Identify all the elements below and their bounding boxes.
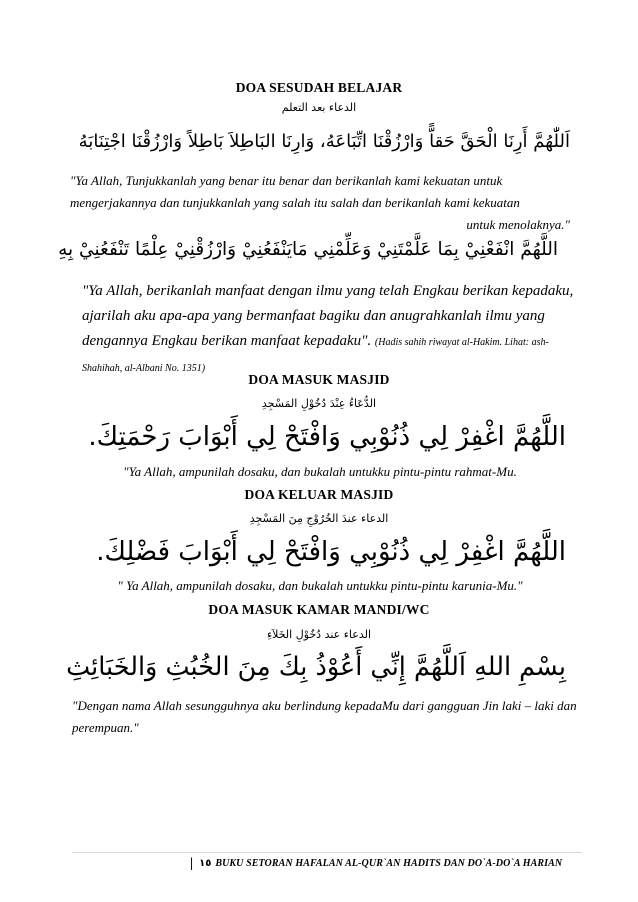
- page-footer: [190, 856, 562, 872]
- section-title-doa-masuk-masjid: DOA MASUK MASJID: [248, 372, 390, 387]
- section-title-doa-masuk-kamar-mandi: DOA MASUK KAMAR MANDI/WC: [208, 602, 430, 617]
- page-number: ١٥: [199, 858, 212, 869]
- translation-end: untuk menolaknya.": [466, 217, 570, 232]
- translation: [82, 279, 588, 381]
- arabic-subtitle: الدُّعَاءُ عِنْدَ دُخُوْلِ المَسْجِدِ: [261, 397, 377, 410]
- footer-separator: |: [190, 856, 194, 871]
- arabic-prayer: اَللّٰهُمَّ أَرِنَا الْحَقَّ حَقاًّ وَارْزُقْنَا اتِّبَاعَهُ، وَارِنَا البَاطِلاَ بَاطِلاً وَارْزُقْنَا اجْتِنَابَهُ: [78, 131, 570, 152]
- footer-divider: [72, 852, 582, 853]
- translation: "Ya Allah, ampunilah dosaku, dan bukalah untukku pintu-pintu rahmat-Mu.: [123, 464, 517, 479]
- section-title-doa-sesudah-belajar: DOA SESUDAH BELAJAR: [235, 80, 403, 95]
- translation-text: "Ya Allah, berikanlah manfaat dengan ilmu yang telah Engkau berikan kepadaku, ajarilah aku apa-apa yang bermanfaat bagiku dan anugrahkanlah ilmu yang dengannya Engkau berikan manfaat kepadaku".: [82, 283, 574, 349]
- footer-book-title: BUKU SETORAN HAFALAN AL-QUR`AN HADITS DAN DO`A-DO`A HARIAN: [215, 858, 563, 869]
- translation: "Dengan nama Allah sesungguhnya aku berlindung kepadaMu dari gangguan Jin laki – laki dan perempuan.": [72, 698, 577, 735]
- translation: " Ya Allah, ampunilah dosaku, dan bukalah untukku pintu-pintu karunia-Mu.": [117, 578, 523, 593]
- arabic-subtitle: الدعاء بعد التعلم: [281, 101, 357, 114]
- arabic-prayer: اللَّهُمَّ اغْفِرْ لِي ذُنُوْبِي وَافْتَحْ لِي أَبْوَابَ رَحْمَتِكَ.: [88, 422, 566, 452]
- arabic-prayer: بِسْمِ اللهِ اَللَّهُمَّ إِنِّي أَعُوْذُ بِكَ مِنَ الخُبُثِ وَالخَبَائِثِ: [66, 652, 566, 682]
- arabic-prayer: اللَّهُمَّ انْفَعْنِيْ بِمَا عَلَّمْتَنِيْ وَعَلِّمْنِي مَايَنْفَعُنِيْ وَارْزُقْنِيْ عِلْمًا تَنْفَعُنِيْ بِهِ: [58, 239, 558, 260]
- arabic-subtitle: الدعاء عندَ الخُرُوْجِ مِنَ المَسْجِدِ: [249, 512, 389, 525]
- translation: "Ya Allah, Tunjukkanlah yang benar itu benar dan berikanlah kami kekuatan untuk mengerjakannya dan tunjukkanlah yang salah itu salah dan berikanlah kami kekuatan: [70, 173, 520, 210]
- section-title-doa-keluar-masjid: DOA KELUAR MASJID: [244, 487, 394, 502]
- arabic-prayer: اللَّهُمَّ اغْفِرْ لِي ذُنُوْبِي وَافْتَحْ لِي أَبْوَابَ فَضْلِكَ.: [96, 537, 566, 567]
- hadith-reference: (Hadis sahih riwayat al-Hakim. Lihat: ash-Shahihah, al-Albani No. 1351): [82, 337, 549, 374]
- arabic-subtitle: الدعاء عند دُخُوْلِ الخَلاَءِ: [266, 628, 372, 641]
